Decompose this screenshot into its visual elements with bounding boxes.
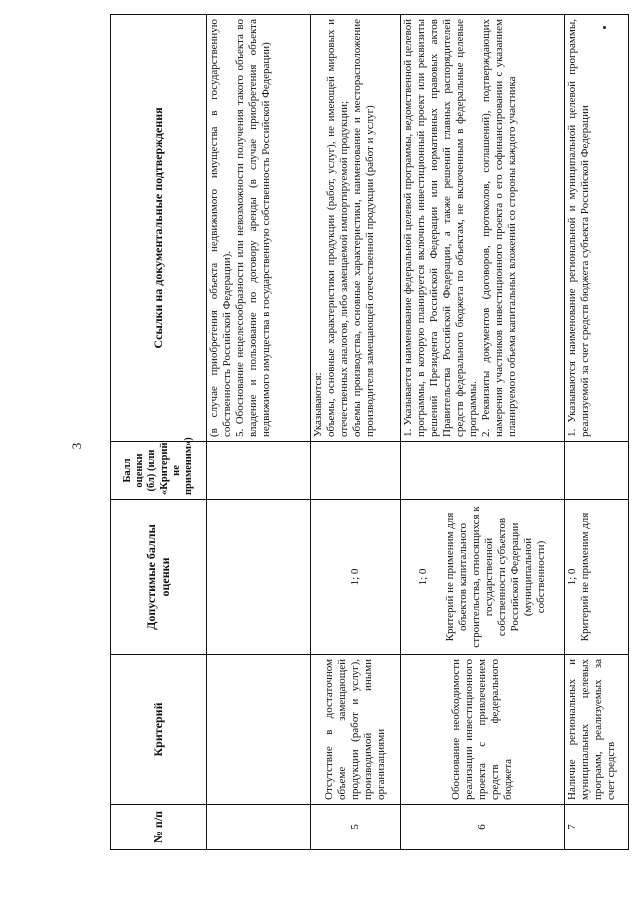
header-references: Ссылки на документальные подтверждения <box>111 15 207 442</box>
row-allowed-note: Критерий не применим для объектов капитального строительства, относящихся к государственной собственности субъектов Российской Федерации (муниципальной собственности) <box>444 506 547 648</box>
reference-line: 1. Указываются наименование региональной и муниципальной целевой программы, реализуемой за счет средств бюджета субъекта Российской Федерации <box>566 19 591 437</box>
row-criterion: Обоснование необходимости реализации инвестиционного проекта с привлечением средств федерального бюджета <box>401 655 565 805</box>
reference-line: объемы, основные характеристики продукции (работ, услуг), не имеющей мировых и отечественных аналогов, либо замещаемой импортируемой продукции; <box>324 19 350 437</box>
row-references <box>565 15 629 442</box>
table-row <box>311 15 401 850</box>
row-allowed-values: 1; 0 <box>349 568 362 586</box>
reference-line: (в случае приобретения объекта недвижимого имущества в государственную собственность Российской Федерации). <box>208 19 233 437</box>
header-criterion: Критерий <box>111 655 207 805</box>
row-allowed <box>565 500 629 655</box>
row-references <box>311 15 401 442</box>
table-row <box>401 15 565 850</box>
row-score <box>311 442 401 500</box>
row-allowed <box>401 500 565 655</box>
header-num: № п/п <box>111 805 207 850</box>
row-allowed <box>311 500 401 655</box>
criteria-table <box>110 14 629 850</box>
header-allowed-scores: Допустимые баллы оценки <box>111 500 207 655</box>
row-allowed-values: 1; 0 <box>566 568 578 586</box>
row-references <box>401 15 565 442</box>
reference-line: Указываются: <box>312 372 324 437</box>
reference-line: 5. Обоснование нецелесообразности или невозможности получения такого объекта во владение и пользование по договору аренды (в случае приобретения объекта недвижимого имущества в государственную собственность Российской Федерации) <box>233 19 272 437</box>
reference-line: объемы производства, основные характеристики, наименование и месторасположение производителя замещающей отечественной продукции (работ и услуг) <box>350 19 376 437</box>
row-num: 7 <box>565 805 629 850</box>
row-allowed-values: 1; 0 <box>417 568 430 586</box>
row-criterion: Наличие региональных и муниципальных целевых программ, реализуемых за счет средств <box>565 655 629 805</box>
row-references <box>207 15 311 442</box>
row-score <box>565 442 629 500</box>
table-header-row <box>111 15 207 850</box>
header-score: Балл оценки (бл) (или «Критерий не применим») <box>111 442 207 500</box>
row-allowed <box>207 500 311 655</box>
row-num: 5 <box>311 805 401 850</box>
row-criterion: Отсутствие в достаточном объеме замещающей продукции (работ и услуг), производимой иными организациями <box>311 655 401 805</box>
row-num <box>207 805 311 850</box>
page-number: 3 <box>69 442 84 450</box>
reference-line: 1. Указывается наименование федеральной целевой программы, ведомственной целевой программы, в которую планируется включить инвестиционный проект или реквизиты решений Президента Российской Федерации или нормативных правовых актов Правительства Российской Федерации, а также решений главных распорядителей средств федерального бюджета по объектам, не включенным в федеральные целевые программы. <box>402 19 479 437</box>
row-score <box>207 442 311 500</box>
row-num: 6 <box>401 805 565 850</box>
row-score <box>401 442 565 500</box>
table-row <box>565 15 629 850</box>
row-criterion <box>207 655 311 805</box>
row-allowed-note: Критерий не применим для <box>578 512 591 642</box>
rotated-table-wrapper <box>110 15 628 850</box>
table-row <box>207 15 311 850</box>
reference-line: 2. Реквизиты документов (договоров, протоколов, соглашений), подтверждающих намерения участников инвестиционного проекта о его софинансировании с указанием планируемого объема капитальных вложений со стороны каждого участника <box>479 19 518 437</box>
